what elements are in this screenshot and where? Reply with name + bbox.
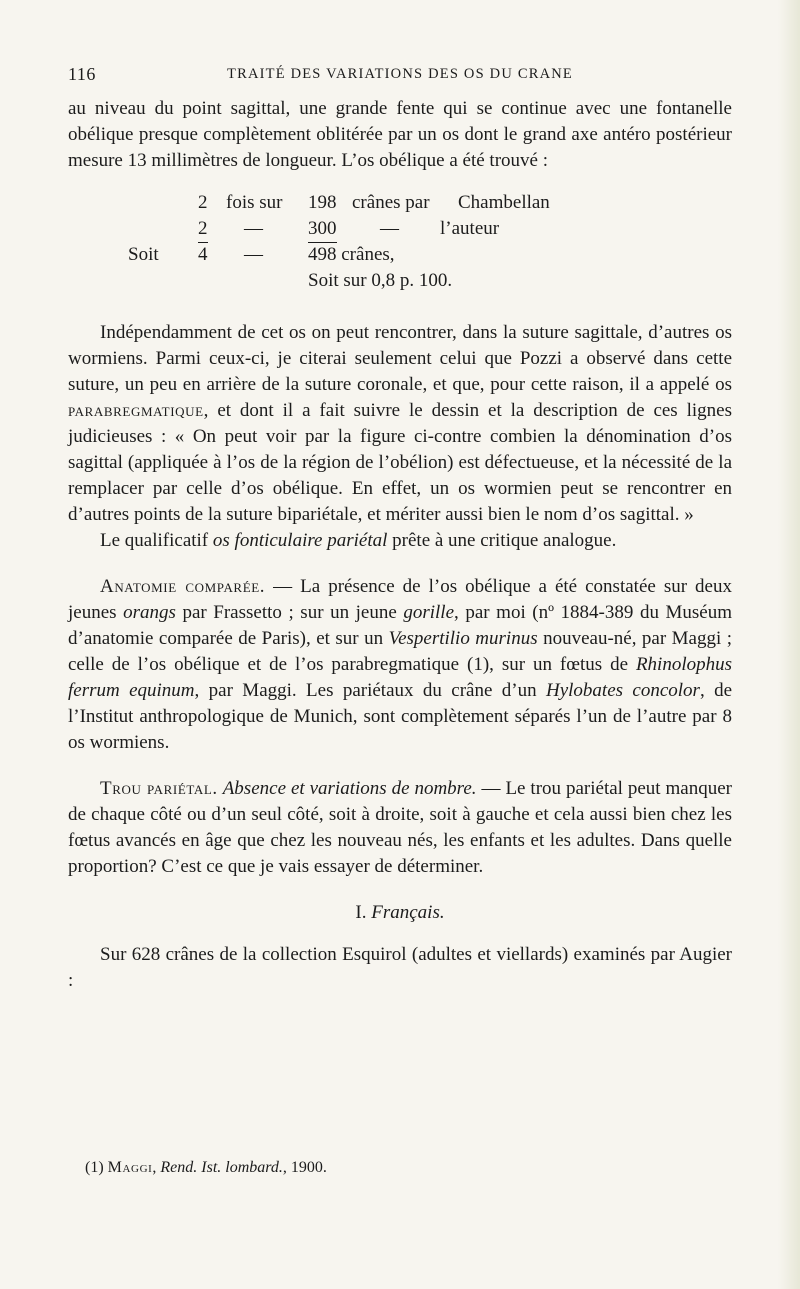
stat-row2-count: 2 bbox=[198, 216, 208, 243]
stat-row2-dash2: — bbox=[380, 218, 399, 239]
paragraph-qualificatif: Le qualificatif os fonticulaire pariétal prête à une critique analogue. bbox=[100, 530, 617, 551]
subheading-absence-variations: Absence et variations de nombre. bbox=[222, 778, 477, 799]
section-heading-francais: I. Français. bbox=[355, 902, 445, 923]
footnote: (1) Maggi, Rend. Ist. lombard., 1900. bbox=[85, 1159, 327, 1176]
term-os-fonticulaire: os fonticulaire pariétal bbox=[212, 530, 388, 551]
stat-row2-dash1: — bbox=[244, 218, 263, 239]
body-text bbox=[68, 96, 732, 994]
stat-row1-source: Chambellan bbox=[458, 192, 550, 213]
stat-row1-count: 2 bbox=[198, 192, 208, 213]
page-number: 116 bbox=[68, 64, 96, 84]
statistics-block bbox=[68, 190, 732, 300]
stat-row1-number: 198 bbox=[308, 192, 337, 213]
page-edge-shadow bbox=[778, 0, 800, 1289]
stat-row3-count: 4 bbox=[198, 244, 208, 265]
paragraph-esquirol-collection: Sur 628 crânes de la collection Esquirol (adultes et viellards) examinés par Augier : bbox=[68, 944, 732, 991]
stat-row3-dash: — bbox=[244, 244, 263, 265]
stat-row3-total: 498 crânes, bbox=[308, 244, 395, 265]
running-title: TRAITÉ DES VARIATIONS DES OS DU CRANE bbox=[227, 66, 573, 82]
heading-anatomie-comparee: Anatomie comparée. bbox=[100, 576, 266, 597]
paragraph-trou-parietal: Trou pariétal. Absence et variations de nombre. — Le trou pariétal peut manquer de chaque côté ou d’un seul côté, soit à droite, soit à gauche et cela aussi bien chez les fœtus avancés en âge que chez les nouveau nés, les enfants et les adultes. Dans quelle proportion? C’est ce que je vais essayer de déterminer. bbox=[68, 778, 732, 877]
paragraph-anatomie-comparee: Anatomie comparée. — La présence de l’os obélique a été constatée sur deux jeunes orangs par Frassetto ; sur un jeune gorille, par moi (nº 1884-389 du Muséum d’anatomie comparée de Paris), et sur un Vespertilio murinus nouveau-né, par Maggi ; celle de l’os obélique et de l’os parabregmatique (1), sur un fœtus de Rhinolophus ferrum equinum, par Maggi. Les pariétaux du crâne d’un Hylobates concolor, de l’Institut anthropologique de Munich, sont complètement séparés l’un de l’autre par 8 os wormiens. bbox=[68, 576, 733, 753]
stat-row3-label: Soit bbox=[128, 244, 159, 265]
stat-row4-percentage: Soit sur 0,8 p. 100. bbox=[308, 270, 453, 291]
heading-trou-parietal: Trou pariétal. bbox=[100, 778, 218, 799]
stat-row1-label2: crânes par bbox=[352, 192, 430, 213]
footnote-source: Rend. Ist. lombard. bbox=[160, 1159, 283, 1176]
page-header bbox=[68, 64, 732, 90]
footnote-author: Maggi bbox=[107, 1159, 153, 1176]
stat-row1-label: fois sur bbox=[226, 192, 283, 213]
stat-row2-source: l’auteur bbox=[440, 218, 500, 239]
paragraph-wormian-bones: Indépendamment de cet os on peut rencontrer, dans la suture sagittale, d’autres os wormiens. Parmi ceux-ci, je citerai seulement celui que Pozzi a observé dans cette suture, un peu en arrière de la suture coronale, et que, pour cette raison, il a appelé os parabregmatique, et dont il a fait suivre le dessin et la description de ces lignes judicieuses : « On peut voir par la figure ci-contre combien la dénomination d’os sagittal (appliquée à l’os de la région de l’obélion) est défectueuse, et la nécessité de la remplacer par celle d’os obélique. En effet, un os wormien peut se rencontrer en d’autres points de la suture bipariétale, et mériter aussi bien le nom d’os sagittal. » bbox=[68, 322, 732, 525]
term-parabregmatique: parabregmatique bbox=[68, 400, 204, 421]
paragraph-obelique-continuation: au niveau du point sagittal, une grande fente qui se continue avec une fontanelle obélique presque complètement oblitérée par un os dont le grand axe antéro postérieur mesure 13 millimètres de longueur. L’os obélique a été trouvé : bbox=[68, 98, 732, 171]
stat-row2-number: 300 bbox=[308, 216, 337, 243]
